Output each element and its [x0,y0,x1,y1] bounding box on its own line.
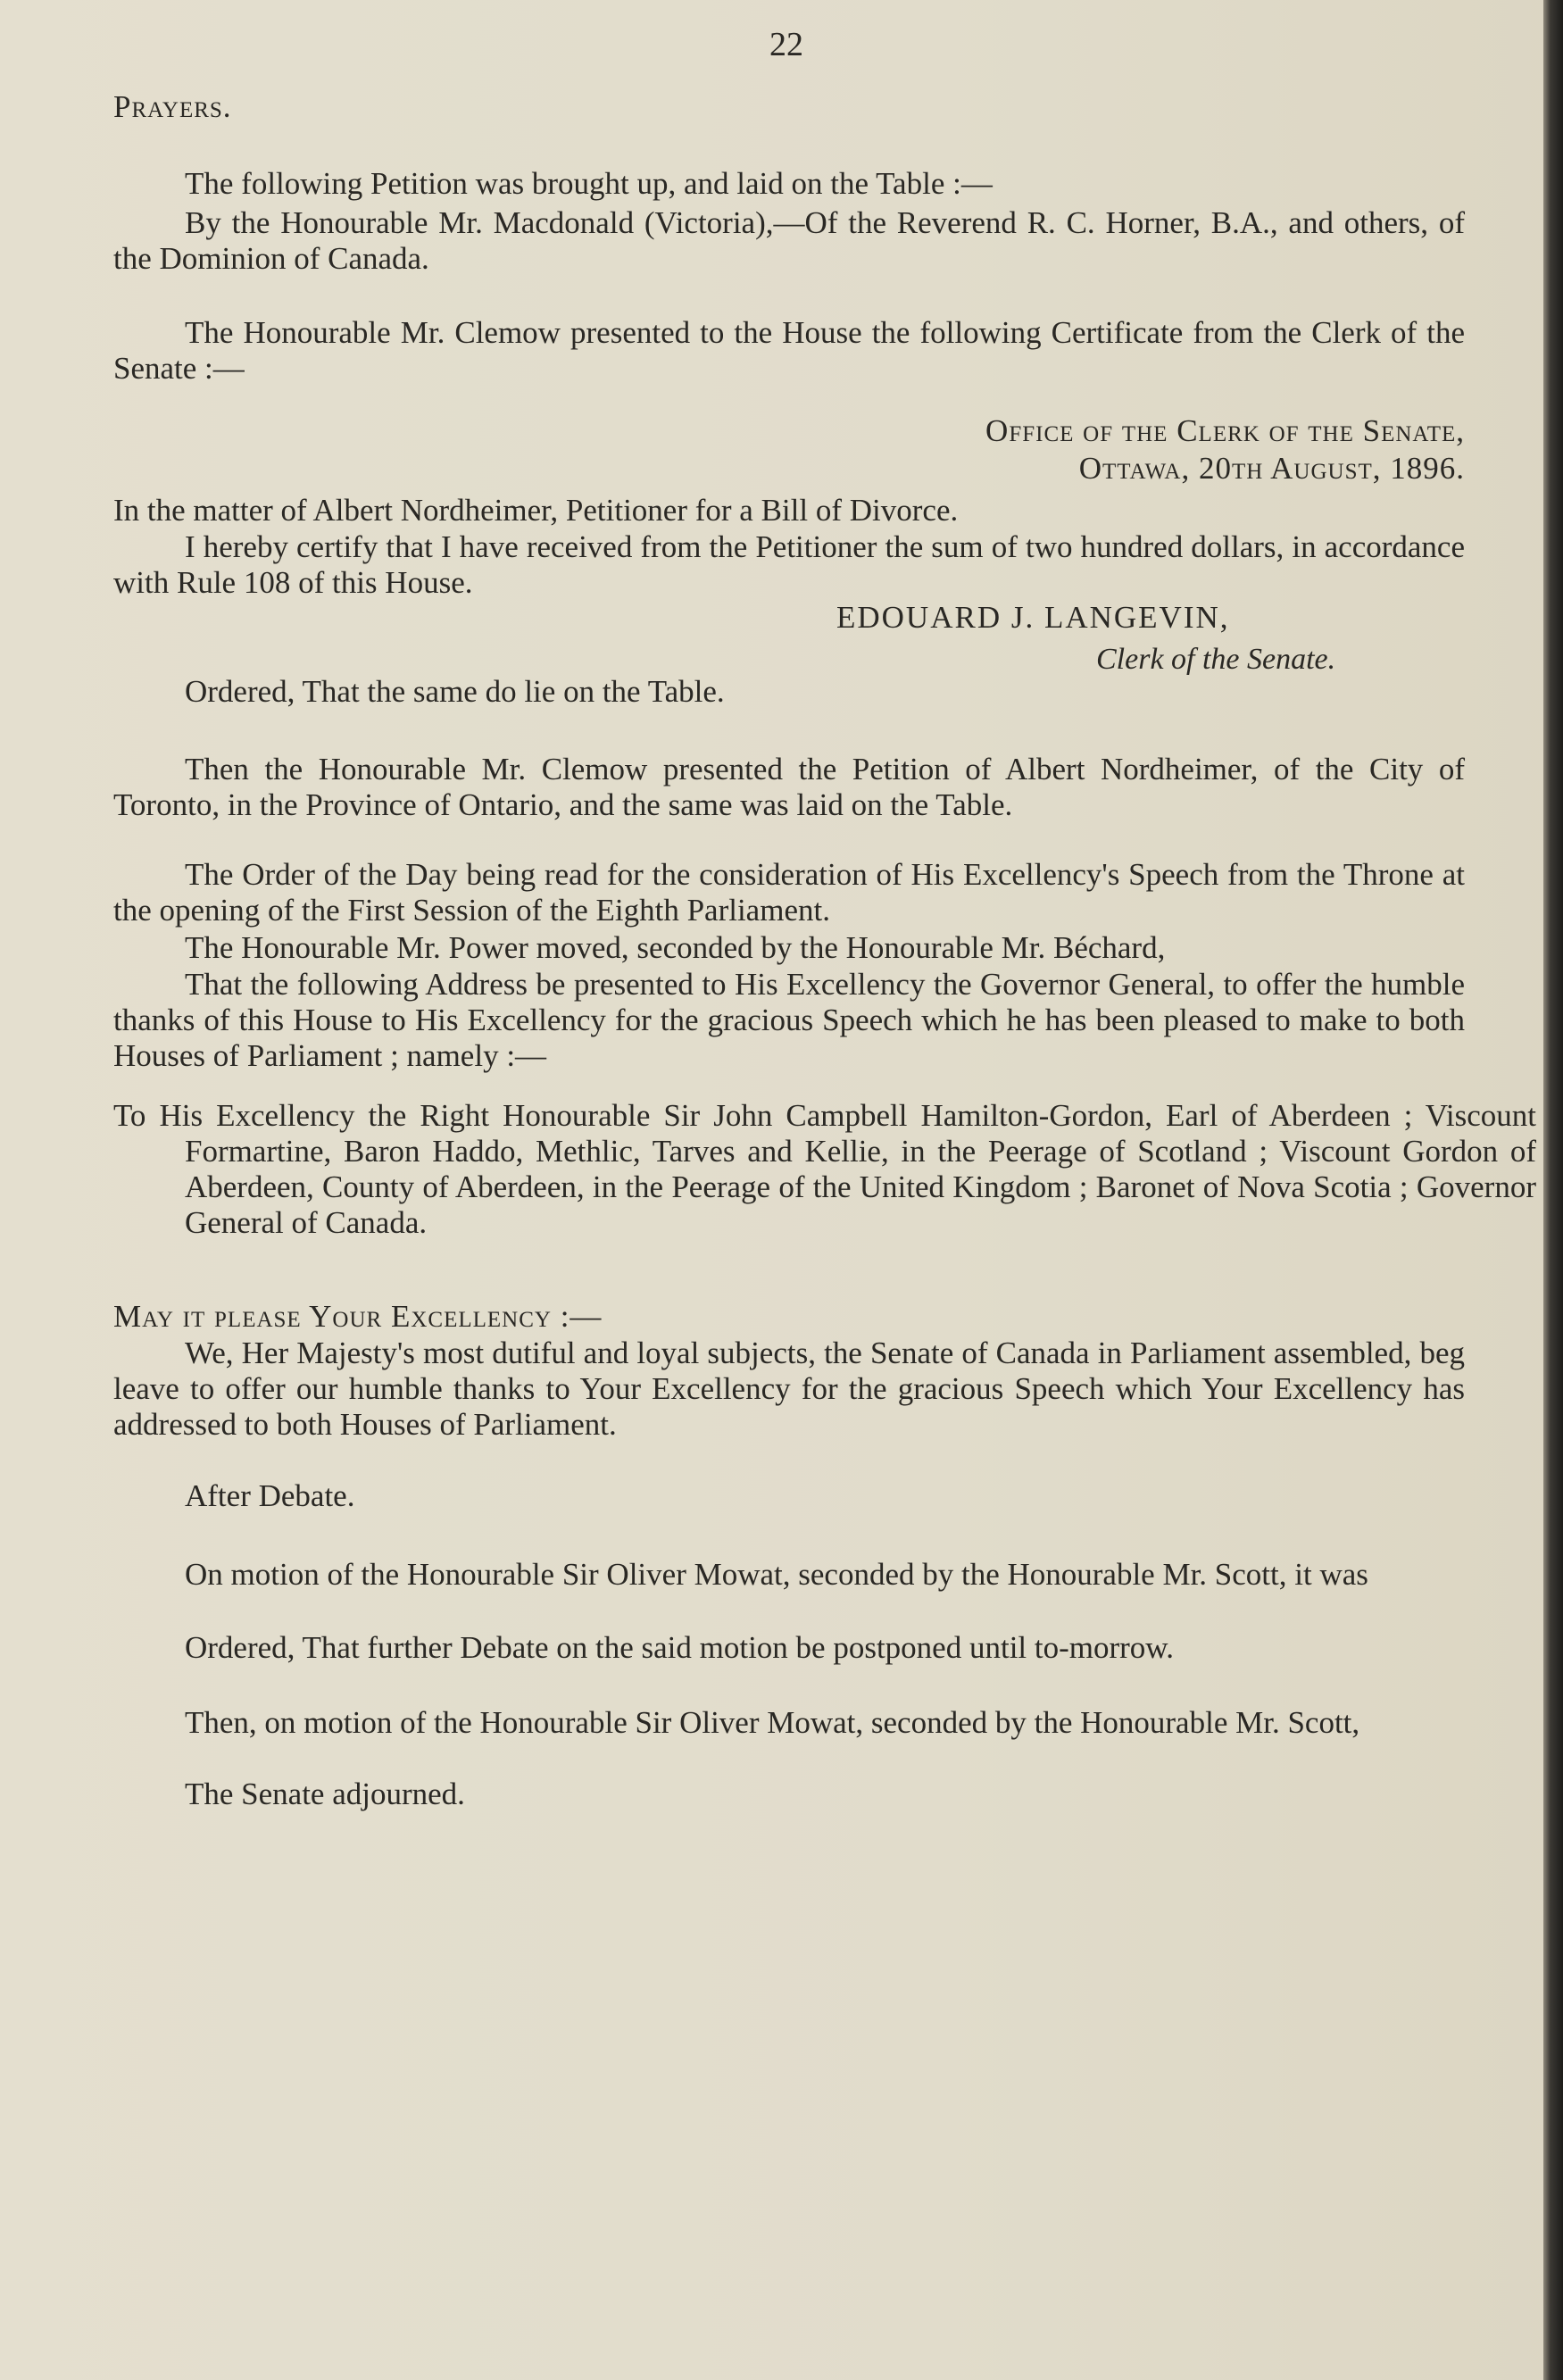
certificate-office: Office of the Clerk of the Senate, [985,413,1465,448]
certificate-signature: EDOUARD J. LANGEVIN, [836,600,1230,635]
ordered-table: Ordered, That the same do lie on the Table. [185,674,725,709]
adjourn-motion: Then, on motion of the Honourable Sir Oliver Mowat, seconded by the Honourable Mr. Scott, [185,1705,1360,1740]
certificate-place-date [113,451,1534,487]
page-binding-edge [1543,0,1563,2380]
order-of-day: The Order of the Day being read for the consideration of His Excellency's Speech from the Throne at the opening of the First Session of the Eighth Parliament. [113,857,1465,928]
may-it-please: May it please Your Excellency :— [113,1299,603,1334]
certificate-place-date-text: Ottawa, 20th August, 1896. [1078,451,1465,486]
address-body: We, Her Majesty's most dutiful and loyal subjects, the Senate of Canada in Parliament assembled, beg leave to offer our humble thanks to Your Excellency for the gracious Speech which Your Excellency has addressed to both Houses of Parliament. [113,1336,1465,1442]
prayers-heading: Prayers. [113,89,232,124]
ordered-postponed: Ordered, That further Debate on the said motion be postponed until to-morrow. [185,1630,1175,1665]
address-to: To His Excellency the Right Honourable Sir John Campbell Hamilton-Gordon, Earl of Aberdeen ; Viscount Formartine, Baron Haddo, Methlic, Tarves and Kellie, in the Peerage of Scotland ; Viscount Gordon of Aberdeen, County of Aberdeen, in the Peerage of the United Kingdom ; Baronet of Nova Scotia ; Governor General of Canada. [113,1098,1536,1240]
page-number: 22 [769,26,803,63]
certificate-matter: In the matter of Albert Nordheimer, Petitioner for a Bill of Divorce. [113,493,959,528]
petition-nordheimer: Then the Honourable Mr. Clemow presented the Petition of Albert Nordheimer, of the City of Toronto, in the Province of Ontario, and the same was laid on the Table. [113,752,1465,822]
senate-adjourned: The Senate adjourned. [185,1777,465,1811]
petition-intro: The following Petition was brought up, and laid on the Table :— [185,166,993,201]
after-debate: After Debate. [185,1478,355,1513]
address-intro: That the following Address be presented to His Excellency the Governor General, to offer the humble thanks of this House to His Excellency for the gracious Speech which he has been pleased to make to both Houses of Parliament ; namely :— [113,967,1465,1073]
power-moved: The Honourable Mr. Power moved, seconded by the Honourable Mr. Béchard, [185,930,1166,965]
certificate-certify: I hereby certify that I have received from the Petitioner the sum of two hundred dollars, in accordance with Rule 108 of this House. [113,529,1465,600]
certificate-signature-title: Clerk of the Senate. [1096,643,1336,676]
motion-mowat: On motion of the Honourable Sir Oliver Mowat, seconded by the Honourable Mr. Scott, it was [185,1557,1368,1592]
petition-by: By the Honourable Mr. Macdonald (Victoria),—Of the Reverend R. C. Horner, B.A., and others, of the Dominion of Canada. [113,205,1465,276]
clemow-presented: The Honourable Mr. Clemow presented to the House the following Certificate from the Clerk of the Senate :— [113,315,1465,386]
